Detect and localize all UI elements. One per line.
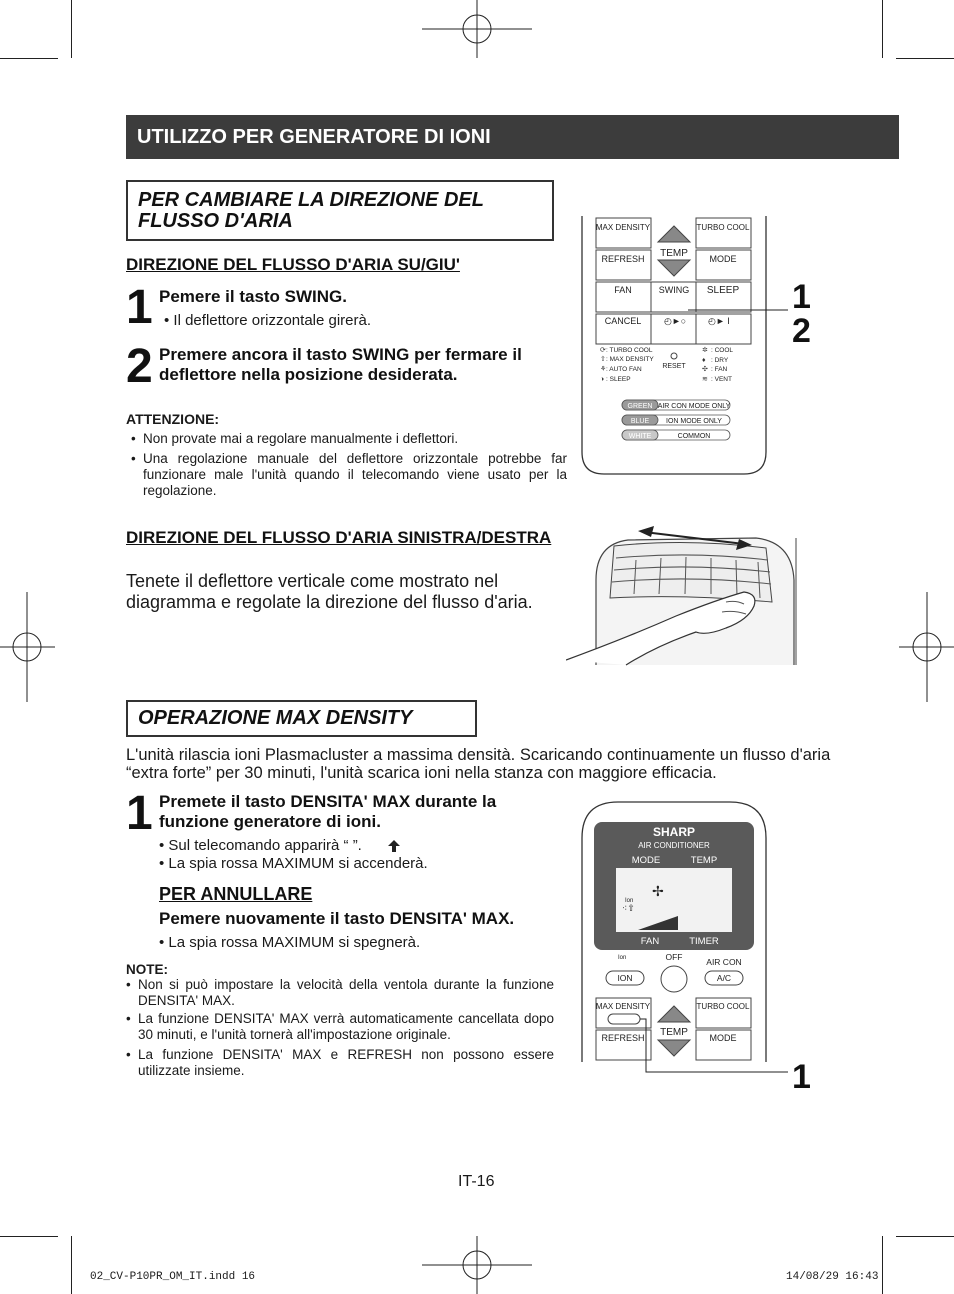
refresh-button: REFRESH (601, 254, 645, 264)
temp-label: TEMP (660, 248, 688, 259)
mode-green-label: AIR CON MODE ONLY (657, 403, 731, 410)
fan-button: FAN (614, 285, 632, 295)
step1-title: Pemere il tasto SWING. (159, 287, 347, 306)
sharp-remote-illustration (578, 798, 818, 1094)
fan-icon: ✢ (652, 883, 664, 899)
svg-text:⇧: ⇧ (600, 356, 606, 363)
step2-title: Premere ancora il tasto SWING per fermare il deflettore nella posizione desiderata. (159, 345, 522, 384)
section-banner: UTILIZZO PER GENERATORE DI IONI (126, 115, 899, 159)
max-density-display-icon: ⁖⇧ (622, 903, 635, 913)
max-density-button-2: MAX DENSITY (595, 1002, 651, 1011)
mode-white-label: COMMON (677, 433, 711, 440)
ion-small-label: Ion (618, 955, 627, 961)
step1-note: • Il deflettore orizzontale girerà. (164, 312, 372, 329)
attention-item: • Non provate mai a regolare manualmente i deflettori. (131, 431, 567, 447)
brand-logo: SHARP (652, 825, 696, 839)
cancel-button: CANCEL (604, 316, 642, 326)
svg-text:✲: ✲ (702, 347, 708, 354)
remote-control-illustration (578, 216, 818, 478)
max-density-step1-bullet1 (159, 837, 362, 854)
leftright-title: DIREZIONE DEL FLUSSO D'ARIA SINISTRA/DESTRA (126, 528, 552, 547)
note-title: NOTE: (126, 962, 168, 977)
mode-blue-label: ION MODE ONLY (666, 418, 722, 425)
ac-button-label: A/C (716, 973, 732, 983)
display-fan-label: FAN (640, 936, 660, 947)
cancel-step: Pemere nuovamente il tasto DENSITA' MAX. (159, 909, 515, 928)
svg-text:⚘: ⚘ (600, 366, 607, 373)
page-number: IT-16 (458, 1173, 495, 1190)
legend-cool: : COOL (711, 347, 734, 354)
turbo-cool-button-2: TURBO COOL (696, 1002, 750, 1011)
max-density-button: MAX DENSITY (595, 223, 651, 232)
reset-button: RESET (662, 363, 686, 370)
cancel-note: • La spia rossa MAXIMUM si spegnerà. (159, 934, 421, 951)
air-con-label: AIR CON (706, 957, 742, 967)
timer-on-icon: ◴►○ (664, 316, 687, 326)
max-density-step1-bullet2: • La spia rossa MAXIMUM si accenderà. (159, 855, 428, 872)
legend-sleep: : SLEEP (606, 376, 631, 383)
turbo-cool-button: TURBO COOL (696, 223, 750, 232)
svg-text:⟳: ⟳ (600, 347, 606, 354)
note-item: • La funzione DENSITA' MAX e REFRESH non possono essere utilizzate insieme. (126, 1047, 554, 1079)
step-number: 2 (126, 340, 153, 393)
note-item: • Non si può impostare la velocità della ventola durante la funzione DENSITA' MAX. (126, 977, 554, 1009)
note-item: • La funzione DENSITA' MAX verrà automaticamente cancellata dopo 30 minuti, e l'unità tornerà all'impostazione originale. (126, 1011, 554, 1043)
ion-indicator: Ion (625, 898, 634, 904)
swing-button: SWING (658, 285, 690, 295)
callout-1-b: 1 (792, 1058, 811, 1094)
display-mode-label: MODE (631, 855, 661, 866)
bullet-text: • Sul telecomando apparirà “ ”. (159, 837, 362, 854)
max-density-heading: OPERAZIONE MAX DENSITY (126, 700, 477, 737)
leftright-text: Tenete il deflettore verticale come mostrato nel diagramma e regolate la direzione del flusso d'aria. (126, 571, 533, 612)
step-number: 1 (126, 281, 153, 334)
attention-item: • Una regolazione manuale del deflettore orizzontale potrebbe far funzionare male l'unità quando il telecomando viene usato per la regolazione. (131, 451, 567, 499)
display-timer-label: TIMER (689, 936, 719, 947)
mode-button-2: MODE (709, 1033, 737, 1043)
ion-button-label: ION (617, 973, 633, 983)
remote-subtitle: AIR CONDITIONER (638, 841, 710, 850)
svg-text:◑: ◑ (600, 376, 605, 383)
airflow-direction-heading: PER CAMBIARE LA DIREZIONE DEL FLUSSO D'ARIA (126, 180, 554, 241)
max-density-key (608, 1014, 640, 1024)
legend-vent: : VENT (711, 376, 732, 383)
note-list (126, 977, 554, 1079)
max-density-intro: L'unità rilascia ioni Plasmacluster a massima densità. Scaricando continuamente un flusso d'aria “extra forte” per 30 minuti, l'unità scarica ioni nella stanza con maggiore efficacia. (126, 746, 831, 782)
svg-text:✣: ✣ (702, 366, 708, 373)
mode-white: WHITE (628, 433, 652, 440)
air-conditioner-illustration (566, 520, 810, 668)
sleep-button: SLEEP (706, 285, 740, 296)
callout-2: 2 (792, 312, 811, 350)
legend-dry: : DRY (711, 357, 729, 364)
cancel-title: PER ANNULLARE (159, 884, 313, 904)
display-temp-label: TEMP (690, 855, 718, 866)
svg-text:♦: ♦ (702, 357, 706, 364)
max-density-icon (388, 840, 400, 852)
temp-label-2: TEMP (660, 1027, 688, 1038)
step-number: 1 (126, 787, 153, 840)
mode-green: GREEN (627, 403, 653, 410)
refresh-button-2: REFRESH (601, 1033, 645, 1043)
timer-off-icon: ◴► I (708, 316, 730, 326)
attention-title: ATTENZIONE: (126, 411, 220, 427)
svg-text:≋: ≋ (702, 376, 708, 383)
mode-blue: BLUE (630, 418, 650, 425)
off-button (661, 966, 687, 992)
mode-button: MODE (709, 254, 737, 264)
legend-fan: : FAN (711, 366, 728, 373)
attention-list (131, 431, 567, 499)
footer-date: 14/08/29 16:43 (786, 1271, 879, 1283)
legend-turbo: : TURBO COOL (606, 347, 653, 354)
off-label: OFF (665, 952, 683, 962)
updown-title: DIREZIONE DEL FLUSSO D'ARIA SU/GIU' (126, 255, 460, 274)
callout-1: 1 (792, 278, 811, 316)
footer-file: 02_CV-P10PR_OM_IT.indd 16 (90, 1271, 256, 1283)
max-density-step1-title: Premete il tasto DENSITA' MAX durante la funzione generatore di ioni. (159, 792, 497, 831)
legend-max-density: : MAX DENSITY (606, 356, 654, 363)
legend-auto-fan: : AUTO FAN (606, 366, 642, 373)
